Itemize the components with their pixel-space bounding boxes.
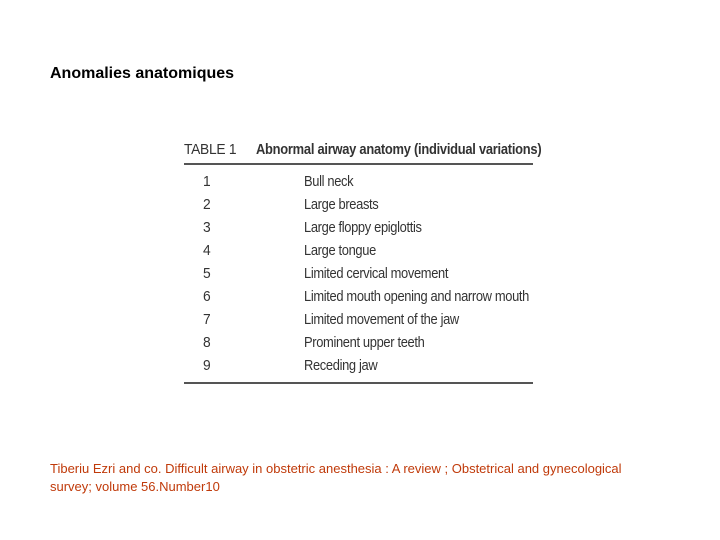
row-number: 4 [203,242,211,259]
table-row [184,239,533,262]
table-row [184,354,533,377]
row-text: Prominent upper teeth [304,334,425,351]
row-number: 9 [203,357,211,374]
table-row [184,216,533,239]
row-text: Bull neck [304,173,354,190]
table-row [184,308,533,331]
row-text: Large tongue [304,242,376,259]
row-number: 2 [203,196,211,213]
row-number: 5 [203,265,211,282]
table-row [184,285,533,308]
table-row [184,193,533,216]
row-text: Limited movement of the jaw [304,311,459,328]
row-number: 3 [203,219,211,236]
row-number: 1 [203,173,211,190]
table-caption: Abnormal airway anatomy (individual variations) [256,141,542,158]
row-text: Limited mouth opening and narrow mouth [304,288,530,305]
row-number: 6 [203,288,211,305]
row-number: 8 [203,334,211,351]
table-row [184,331,533,354]
table-row [184,170,533,193]
table-header [184,138,542,165]
table-body [184,165,533,384]
row-number: 7 [203,311,211,328]
slide-title: Anomalies anatomiques [50,65,235,82]
row-text: Large breasts [304,196,379,213]
table-label: TABLE 1 [184,141,237,158]
table-row [184,262,533,285]
row-text: Large floppy epiglottis [304,219,422,236]
citation-text: Tiberiu Ezri and co. Difficult airway in obstetric anesthesia : A review ; Obstetrical and gynecological survey; volume 56.Number10 [50,461,622,494]
row-text: Receding jaw [304,357,378,374]
airway-anatomy-table [184,138,542,384]
row-text: Limited cervical movement [304,265,449,282]
